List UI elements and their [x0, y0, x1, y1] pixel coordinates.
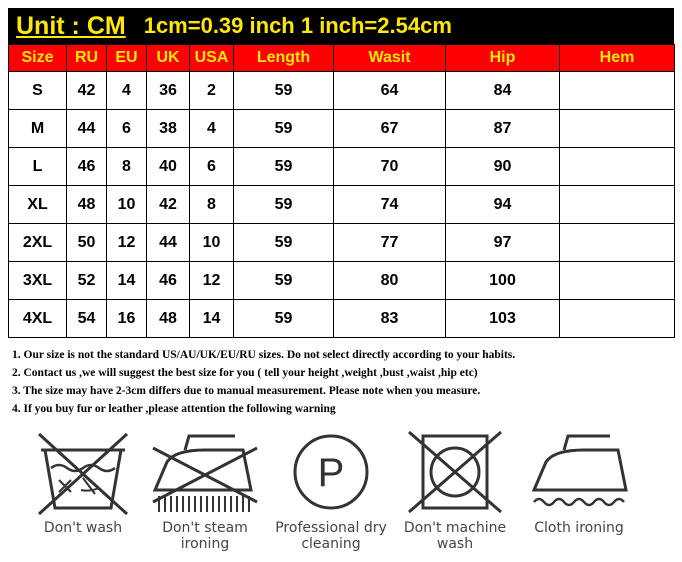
table-row — [9, 110, 675, 148]
care-instructions — [18, 428, 658, 558]
professional-dry-cleaning-icon — [281, 428, 381, 516]
table-cell: 10 — [107, 186, 147, 224]
table-cell: 74 — [334, 186, 446, 224]
table-cell — [560, 110, 675, 148]
care-label: Professional dry cleaning — [275, 520, 387, 552]
column-header: Length — [234, 45, 334, 72]
table-cell: 38 — [147, 110, 190, 148]
table-cell: 6 — [190, 148, 234, 186]
table-cell: 70 — [334, 148, 446, 186]
care-label: Cloth ironing — [534, 520, 624, 536]
table-cell: 10 — [190, 224, 234, 262]
column-header: RU — [67, 45, 107, 72]
table-cell: 77 — [334, 224, 446, 262]
care-item-dry-cleaning — [266, 428, 396, 558]
table-cell: 14 — [107, 262, 147, 300]
table-cell: 8 — [190, 186, 234, 224]
table-cell: 59 — [234, 72, 334, 110]
column-header: Hem — [560, 45, 675, 72]
table-cell — [560, 148, 675, 186]
table-cell: 44 — [67, 110, 107, 148]
note-line: 2. Contact us ,we will suggest the best size for you ( tell your height ,weight ,bust ,waist ,hip etc) — [12, 367, 478, 379]
table-cell: 8 — [107, 148, 147, 186]
table-cell: 100 — [446, 262, 560, 300]
unit-label: Unit : CM — [16, 11, 126, 40]
table-cell: 16 — [107, 300, 147, 338]
table-cell: S — [9, 72, 67, 110]
no-machine-wash-icon — [405, 428, 505, 516]
table-cell: 3XL — [9, 262, 67, 300]
table-cell: 54 — [67, 300, 107, 338]
care-label: Don't wash — [43, 520, 123, 536]
table-cell: 59 — [234, 148, 334, 186]
note-line: 3. The size may have 2-3cm differs due to manual measurement. Please note when you measure. — [12, 385, 481, 397]
column-header: Hip — [446, 45, 560, 72]
no-wash-icon — [33, 428, 133, 516]
table-cell: 36 — [147, 72, 190, 110]
table-cell: 59 — [234, 262, 334, 300]
size-table — [8, 44, 675, 338]
table-cell: 14 — [190, 300, 234, 338]
column-header: UK — [147, 45, 190, 72]
table-cell: 12 — [107, 224, 147, 262]
table-cell: 2 — [190, 72, 234, 110]
table-cell: M — [9, 110, 67, 148]
note-line: 4. If you buy fur or leather ,please attention the following warning — [12, 403, 336, 415]
table-cell: 48 — [67, 186, 107, 224]
table-cell — [560, 72, 675, 110]
table-cell: 94 — [446, 186, 560, 224]
table-cell: 12 — [190, 262, 234, 300]
table-cell: 52 — [67, 262, 107, 300]
table-cell: 48 — [147, 300, 190, 338]
table-cell: 59 — [234, 224, 334, 262]
table-cell: 80 — [334, 262, 446, 300]
column-header: Wasit — [334, 45, 446, 72]
column-header: USA — [190, 45, 234, 72]
table-cell: 97 — [446, 224, 560, 262]
table-cell: 87 — [446, 110, 560, 148]
table-cell: 83 — [334, 300, 446, 338]
no-steam-ironing-icon — [145, 428, 265, 516]
note-line: 1. Our size is not the standard US/AU/UK/EU/RU sizes. Do not select directly according to your habits. — [12, 349, 516, 361]
table-cell: L — [9, 148, 67, 186]
table-row — [9, 148, 675, 186]
table-cell: 103 — [446, 300, 560, 338]
care-label: Don't steam ironing — [162, 520, 248, 552]
table-cell: 46 — [147, 262, 190, 300]
care-item-no-steam — [140, 428, 270, 558]
care-label: Don't machine wash — [403, 520, 507, 552]
table-cell: 42 — [67, 72, 107, 110]
table-cell: 4 — [107, 72, 147, 110]
table-cell: 67 — [334, 110, 446, 148]
table-cell: 46 — [67, 148, 107, 186]
table-cell: 90 — [446, 148, 560, 186]
care-item-cloth-ironing — [514, 428, 644, 558]
table-cell — [560, 186, 675, 224]
table-cell: 44 — [147, 224, 190, 262]
table-cell: 59 — [234, 186, 334, 224]
table-cell: XL — [9, 186, 67, 224]
table-cell: 6 — [107, 110, 147, 148]
size-notes — [12, 346, 672, 418]
care-item-no-machine-wash — [390, 428, 520, 558]
conversion-label: 1cm=0.39 inch 1 inch=2.54cm — [143, 13, 452, 38]
table-cell: 42 — [147, 186, 190, 224]
table-row — [9, 262, 675, 300]
cloth-ironing-icon — [524, 428, 634, 516]
table-cell: 40 — [147, 148, 190, 186]
table-row — [9, 224, 675, 262]
column-header: EU — [107, 45, 147, 72]
table-cell: 4 — [190, 110, 234, 148]
table-cell — [560, 300, 675, 338]
table-cell: 64 — [334, 72, 446, 110]
table-row — [9, 186, 675, 224]
table-row — [9, 300, 675, 338]
table-cell — [560, 224, 675, 262]
table-cell: 4XL — [9, 300, 67, 338]
table-cell: 84 — [446, 72, 560, 110]
dry-cleaning-symbol: P — [317, 451, 345, 495]
table-cell: 50 — [67, 224, 107, 262]
column-header: Size — [9, 45, 67, 72]
table-cell: 59 — [234, 110, 334, 148]
care-item-no-wash — [18, 428, 148, 558]
table-row — [9, 72, 675, 110]
table-header-row — [9, 45, 675, 72]
table-cell: 2XL — [9, 224, 67, 262]
table-cell: 59 — [234, 300, 334, 338]
table-cell — [560, 262, 675, 300]
size-chart-header — [8, 8, 674, 44]
